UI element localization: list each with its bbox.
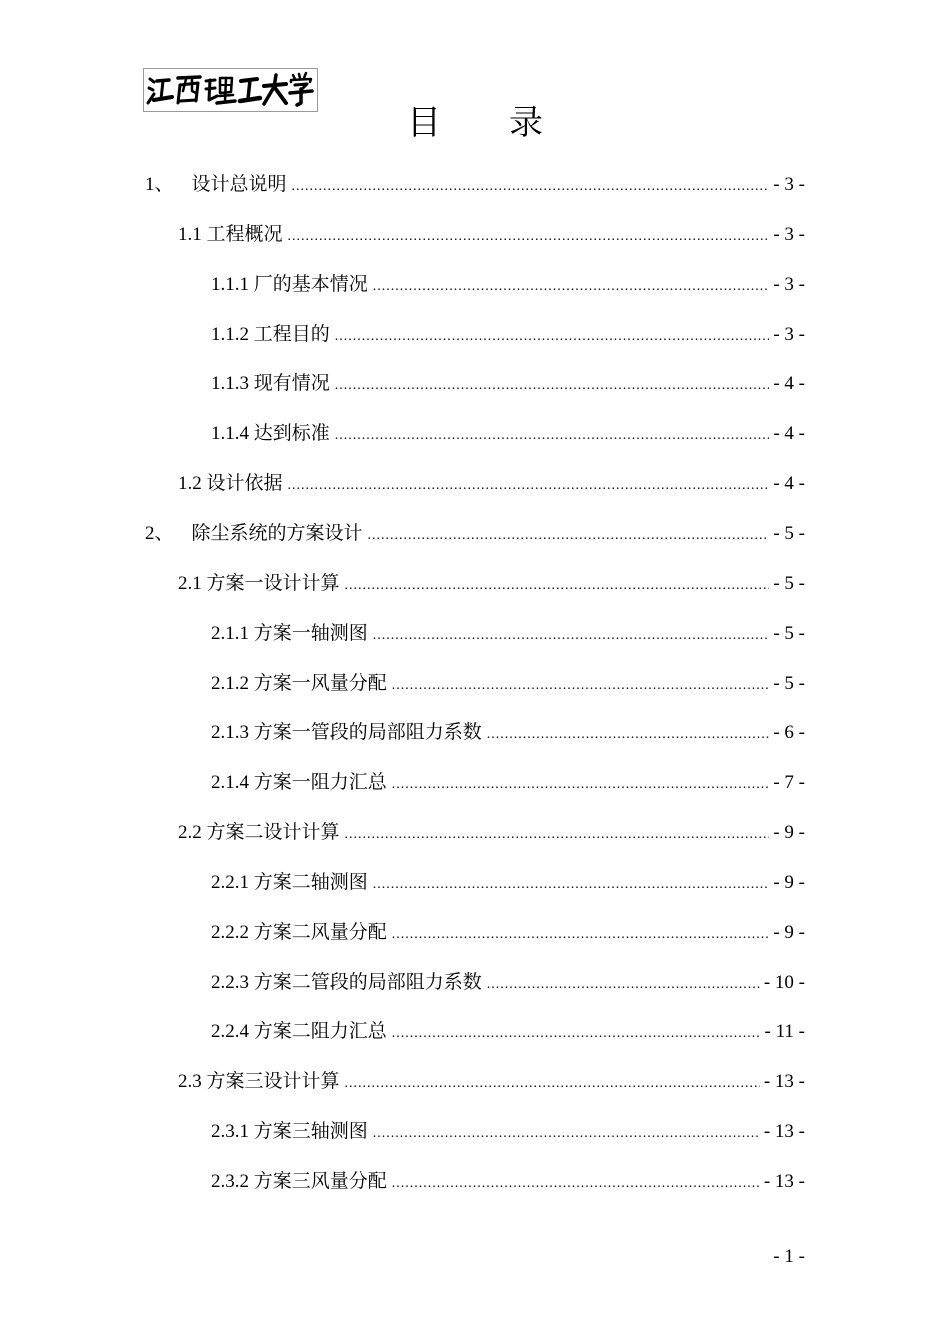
toc-leader-dots [392,772,770,798]
toc-entry-number: 1.1.1 [211,274,249,295]
toc-leader-dots [288,473,770,499]
toc-entry-number: 2.3.1 [211,1121,249,1142]
toc-entry-number: 2.2.3 [211,972,249,993]
toc-entry[interactable] [211,421,805,447]
toc-entry-number: 2.3 [178,1071,202,1092]
toc-entry-number: 1、 [145,174,174,195]
toc-entry-page: - 3 - [773,324,805,345]
toc-entry-label [211,1169,387,1195]
toc-entry-text: 除尘系统的方案设计 [191,523,363,544]
toc-entry-page: - 10 - [763,972,805,993]
toc-entry-label [178,222,283,248]
toc-leader-dots [373,274,770,300]
toc-entry-number: 2.1 [178,573,202,594]
toc-entry-label [211,621,368,647]
toc-entry-number: 1.1 [178,224,202,245]
toc-entry-page: - 4 - [773,423,805,444]
toc-entry-text: 方案一风量分配 [253,673,387,694]
toc-entry-number: 2.2.4 [211,1021,249,1042]
toc-entry-text: 方案三风量分配 [253,1171,387,1192]
toc-entry-label [211,421,330,447]
toc-entry-label [145,172,287,198]
toc-entry-text: 厂的基本情况 [253,274,368,295]
toc-leader-dots [487,722,770,748]
toc-entry-page: - 5 - [773,523,805,544]
toc-entry-text: 方案二风量分配 [253,922,387,943]
toc-leader-dots [335,373,770,399]
toc-entry[interactable] [211,1169,805,1195]
toc-entry-number: 2.2 [178,822,202,843]
toc-entry[interactable] [178,820,805,846]
toc-leader-dots [335,423,770,449]
toc-entry[interactable] [211,870,805,896]
toc-entry[interactable] [211,322,805,348]
toc-entry-page: - 3 - [773,174,805,195]
toc-entry[interactable] [211,720,805,746]
toc-entry-label [211,770,387,796]
toc-leader-dots [373,872,770,898]
toc-leader-dots [373,1121,760,1147]
toc-entry-page: - 3 - [773,224,805,245]
toc-entry-number: 1.2 [178,473,202,494]
toc-leader-dots [392,673,770,699]
toc-entry-text: 工程概况 [206,224,283,245]
toc-entry-label [211,322,330,348]
toc-leader-dots [373,623,770,649]
toc-entry[interactable] [211,970,805,996]
toc-entry-label [211,272,368,298]
toc-entry-page: - 5 - [773,623,805,644]
toc-entry-page: - 9 - [773,872,805,893]
toc-entry-label [211,870,368,896]
toc-entry-number: 2.3.2 [211,1171,249,1192]
toc-entry-label [211,1119,368,1145]
toc-entry-label [178,820,340,846]
toc-entry-page: - 7 - [773,772,805,793]
toc-entry-page: - 9 - [773,922,805,943]
toc-entry[interactable] [211,621,805,647]
toc-entry-text: 方案二阻力汇总 [253,1021,387,1042]
toc-entry[interactable] [145,521,805,547]
toc-entry[interactable] [178,571,805,597]
toc-entry[interactable] [211,920,805,946]
toc-entry-text: 达到标准 [253,423,330,444]
toc-entry-text: 方案一轴测图 [253,623,368,644]
toc-entry-number: 2、 [145,523,174,544]
toc-entry-text: 方案三轴测图 [253,1121,368,1142]
toc-leader-dots [368,523,770,549]
toc-leader-dots [292,174,770,200]
toc-entry[interactable] [145,172,805,198]
toc-entry-text: 设计总说明 [191,174,287,195]
toc-entry-number: 1.1.3 [211,373,249,394]
toc-leader-dots [392,922,770,948]
toc-entry-number: 2.2.2 [211,922,249,943]
toc-entry-text: 工程目的 [253,324,330,345]
toc-entry[interactable] [211,1019,805,1045]
toc-entry-label [211,970,482,996]
toc-entry-text: 方案一阻力汇总 [253,772,387,793]
toc-leader-dots [345,573,770,599]
toc-entry-number: 2.2.1 [211,872,249,893]
toc-entry-page: - 6 - [773,722,805,743]
toc-entry-page: - 13 - [763,1071,805,1092]
toc-entry[interactable] [211,1119,805,1145]
toc-entry-label [211,720,482,746]
toc-entry-label [145,521,363,547]
toc-leader-dots [288,224,770,250]
toc-entry-number: 2.1.3 [211,722,249,743]
toc-entry-number: 1.1.4 [211,423,249,444]
toc-entry-number: 2.1.1 [211,623,249,644]
toc-entry-text: 方案一管段的局部阻力系数 [253,722,482,743]
toc-entry-page: - 5 - [773,573,805,594]
toc-leader-dots [392,1021,761,1047]
toc-entry-text: 方案二管段的局部阻力系数 [253,972,482,993]
toc-entry-text: 方案二设计计算 [206,822,340,843]
toc-entry-label [178,571,340,597]
toc-entry-page: - 13 - [763,1171,805,1192]
toc-leader-dots [345,1071,760,1097]
toc-entry-text: 方案三设计计算 [206,1071,340,1092]
toc-entry-text: 方案二轴测图 [253,872,368,893]
toc-leader-dots [392,1171,760,1197]
toc-entry-page: - 5 - [773,673,805,694]
page-title: 目 录 [407,105,543,142]
toc-leader-dots [335,324,770,350]
toc-entry-number: 2.1.4 [211,772,249,793]
toc-entry-label [178,471,283,497]
toc-leader-dots [345,822,770,848]
toc-entry[interactable] [211,770,805,796]
toc-entry-page: - 4 - [773,373,805,394]
toc-entry-page: - 4 - [773,473,805,494]
toc-entry[interactable] [211,272,805,298]
toc-entry-label [211,1019,387,1045]
toc-entry[interactable] [211,371,805,397]
toc-entry-label [211,371,330,397]
toc-entry[interactable] [211,671,805,697]
toc-entry-page: - 3 - [773,274,805,295]
toc-entry-page: - 11 - [764,1021,805,1042]
toc-entry-text: 现有情况 [253,373,330,394]
toc-entry[interactable] [178,222,805,248]
toc-entry-page: - 13 - [763,1121,805,1142]
toc-entry[interactable] [178,471,805,497]
toc-entry-number: 2.1.2 [211,673,249,694]
toc-entry-number: 1.1.2 [211,324,249,345]
page-number: - 1 - [773,1246,805,1267]
toc-entry-text: 方案一设计计算 [206,573,340,594]
toc-entry-label [211,671,387,697]
toc-leader-dots [487,972,760,998]
toc-entry-label [211,920,387,946]
toc-entry-page: - 9 - [773,822,805,843]
toc-entry-text: 设计依据 [206,473,283,494]
toc-entry[interactable] [178,1069,805,1095]
toc-entry-label [178,1069,340,1095]
